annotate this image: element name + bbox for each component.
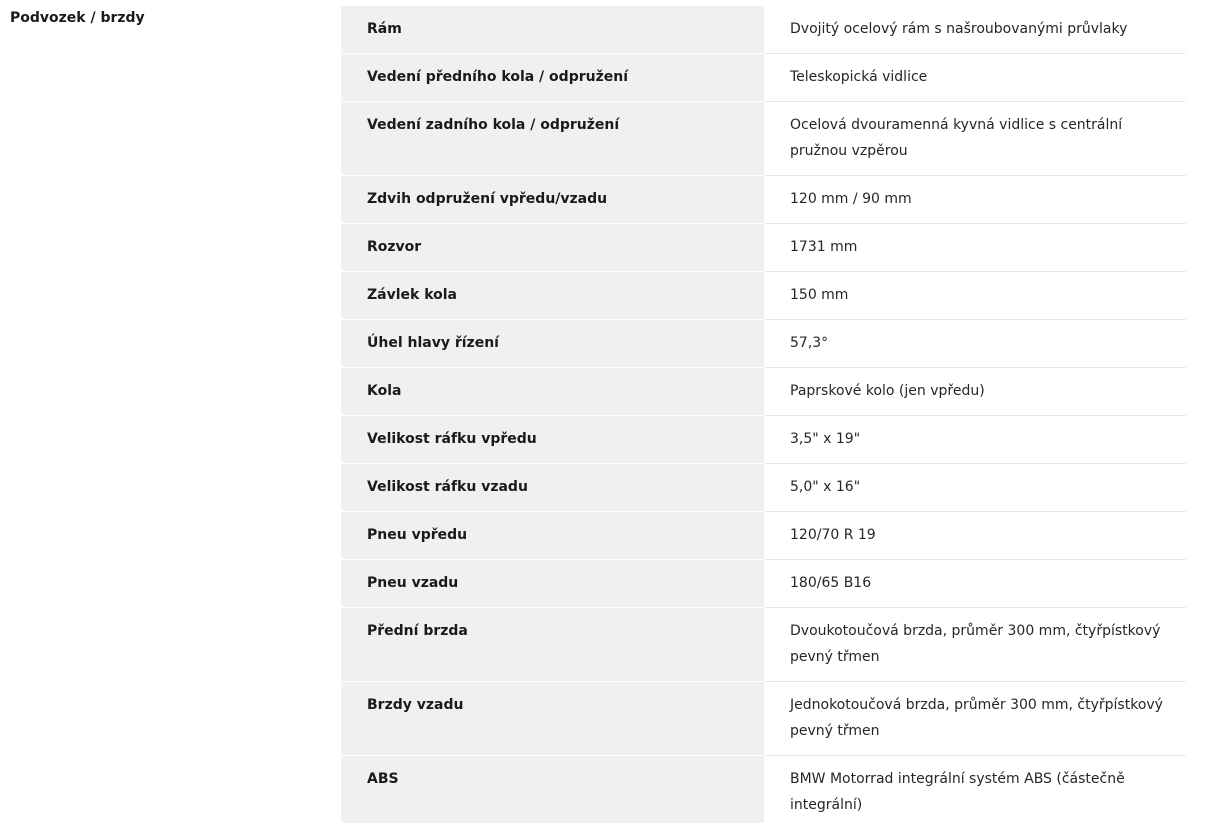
spec-label: ABS xyxy=(341,756,764,823)
spec-value: BMW Motorrad integrální systém ABS (částečně integrální) xyxy=(764,756,1186,823)
spec-value: Ocelová dvouramenná kyvná vidlice s centrální pružnou vzpěrou xyxy=(764,102,1186,176)
table-row xyxy=(341,54,1186,102)
spec-label: Závlek kola xyxy=(341,272,764,320)
spec-label: Zdvih odpružení vpředu/vzadu xyxy=(341,176,764,224)
table-row xyxy=(341,176,1186,224)
spec-value: 120/70 R 19 xyxy=(764,512,1186,560)
spec-label: Úhel hlavy řízení xyxy=(341,320,764,368)
spec-label: Vedení předního kola / odpružení xyxy=(341,54,764,102)
spec-value: 3,5" x 19" xyxy=(764,416,1186,464)
table-row xyxy=(341,512,1186,560)
spec-label: Rozvor xyxy=(341,224,764,272)
table-row xyxy=(341,6,1186,54)
spec-label: Brzdy vzadu xyxy=(341,682,764,756)
spec-value: 5,0" x 16" xyxy=(764,464,1186,512)
table-row xyxy=(341,560,1186,608)
table-row xyxy=(341,272,1186,320)
section-title: Podvozek / brzdy xyxy=(10,10,145,26)
spec-label: Pneu vzadu xyxy=(341,560,764,608)
spec-value: 180/65 B16 xyxy=(764,560,1186,608)
spec-value: Dvoukotoučová brzda, průměr 300 mm, čtyřpístkový pevný třmen xyxy=(764,608,1186,682)
table-row xyxy=(341,608,1186,682)
table-row xyxy=(341,416,1186,464)
spec-value: Teleskopická vidlice xyxy=(764,54,1186,102)
spec-value: 1731 mm xyxy=(764,224,1186,272)
spec-value: 150 mm xyxy=(764,272,1186,320)
spec-value: Jednokotoučová brzda, průměr 300 mm, čtyřpístkový pevný třmen xyxy=(764,682,1186,756)
table-row xyxy=(341,464,1186,512)
spec-label: Velikost ráfku vzadu xyxy=(341,464,764,512)
spec-value: 120 mm / 90 mm xyxy=(764,176,1186,224)
table-row xyxy=(341,320,1186,368)
table-row xyxy=(341,682,1186,756)
table-row xyxy=(341,102,1186,176)
spec-table xyxy=(341,6,1186,823)
spec-label: Rám xyxy=(341,6,764,54)
spec-value: Dvojitý ocelový rám s našroubovanými průvlaky xyxy=(764,6,1186,54)
spec-label: Vedení zadního kola / odpružení xyxy=(341,102,764,176)
spec-label: Přední brzda xyxy=(341,608,764,682)
table-row xyxy=(341,368,1186,416)
table-row xyxy=(341,224,1186,272)
spec-value: Paprskové kolo (jen vpředu) xyxy=(764,368,1186,416)
table-row xyxy=(341,756,1186,823)
spec-label: Kola xyxy=(341,368,764,416)
spec-value: 57,3° xyxy=(764,320,1186,368)
spec-label: Pneu vpředu xyxy=(341,512,764,560)
spec-label: Velikost ráfku vpředu xyxy=(341,416,764,464)
